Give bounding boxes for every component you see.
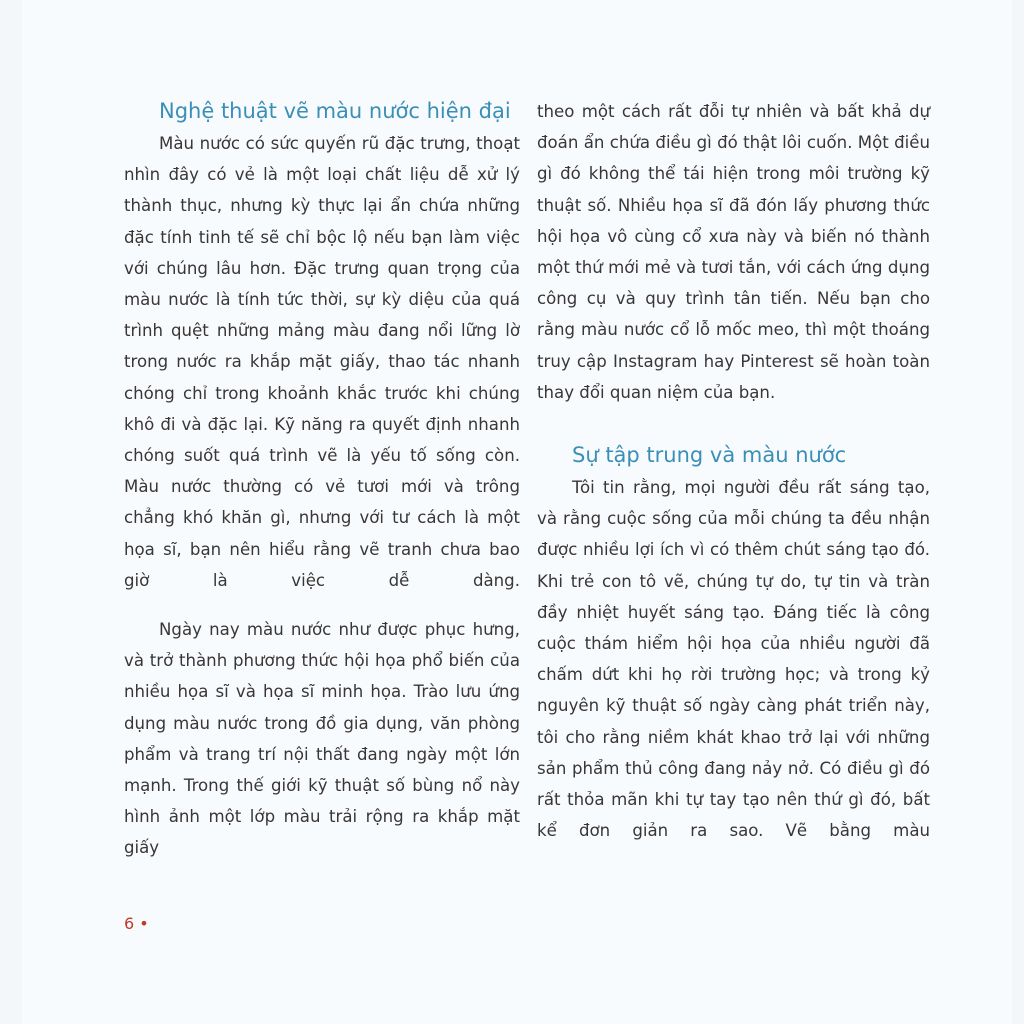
section-heading-focus-watercolor: Sự tập trung và màu nước <box>572 443 847 468</box>
left-column <box>124 96 520 864</box>
left-paragraph-2: Ngày nay màu nước như được phục hưng, và trở thành phương thức hội họa phổ biến của nhiều họa sĩ và họa sĩ minh họa. Trào lưu ứng dụng màu nước trong đồ gia dụng, văn phòng phẩm và trang trí nội thất đang ngày một lớn mạnh. Trong thế giới kỹ thuật số bùng nổ này hình ảnh một lớp màu trải rộng ra khắp mặt giấy <box>124 620 520 858</box>
right-column <box>537 96 930 846</box>
left-paragraph-1: Màu nước có sức quyến rũ đặc trưng, thoạt nhìn đây có vẻ là một loại chất liệu dễ xử lý thành thục, nhưng kỳ thực lại ẩn chứa những đặc tính tinh tế sẽ chỉ bộc lộ nếu bạn làm việc với chúng lâu hơn. Đặc trưng quan trọng của màu nước là tính tức thời, sự kỳ diệu của quá trình quệt những mảng màu đang nổi lững lờ trong nước ra khắp mặt giấy, thao tác nhanh chóng chỉ trong khoảnh khắc trước khi chúng khô đi và đặc lại. Kỹ năng ra quyết định nhanh chóng suốt quá trình vẽ là yếu tố sống còn. Màu nước thường có vẻ tươi mới và trông chẳng khó khăn gì, nhưng với tư cách là một họa sĩ, bạn nên hiểu rằng vẽ tranh chưa bao giờ là việc dễ dàng. <box>124 134 520 590</box>
page-number: 6 • <box>124 914 149 933</box>
right-paragraph-1: theo một cách rất đỗi tự nhiên và bất khả dự đoán ẩn chứa điều gì đó thật lôi cuốn. Một điều gì đó không thể tái hiện trong môi trường kỹ thuật số. Nhiều họa sĩ đã đón lấy phương thức hội họa vô cùng cổ xưa này và biến nó thành một thứ mới mẻ và tươi tắn, với cách ứng dụng công cụ và quy trình tân tiến. Nếu bạn cho rằng màu nước cổ lỗ mốc meo, thì một thoáng truy cập Instagram hay Pinterest sẽ hoàn toàn thay đổi quan niệm của bạn. <box>537 102 930 402</box>
right-paragraph-2: Tôi tin rằng, mọi người đều rất sáng tạo, và rằng cuộc sống của mỗi chúng ta đều nhận được nhiều lợi ích vì có thêm chút sáng tạo đó. Khi trẻ con tô vẽ, chúng tự do, tự tin và tràn đầy nhiệt huyết sáng tạo. Đáng tiếc là công cuộc thám hiểm hội họa của nhiều người đã chấm dứt khi họ rời trường học; và trong kỷ nguyên kỹ thuật số ngày càng phát triển này, tôi cho rằng niềm khát khao trở lại với những sản phẩm thủ công đang nảy nở. Có điều gì đó rất thỏa mãn khi tự tay tạo nên thứ gì đó, bất kể đơn giản ra sao. Vẽ bằng màu <box>537 478 930 841</box>
section-heading-modern-watercolor: Nghệ thuật vẽ màu nước hiện đại <box>159 99 511 123</box>
